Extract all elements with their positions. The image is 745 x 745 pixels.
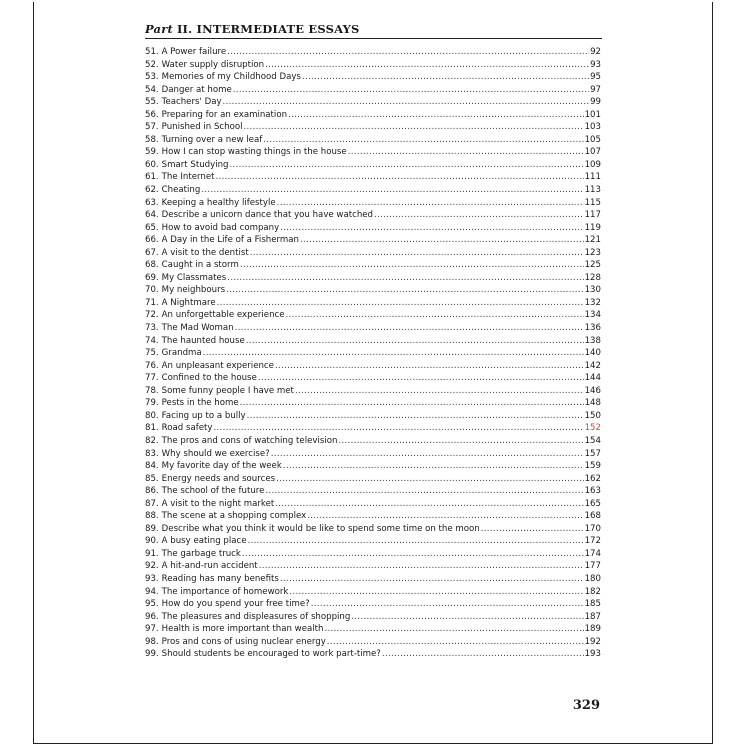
toc-dot-leader bbox=[240, 259, 584, 272]
toc-entry-number: 70. bbox=[145, 285, 159, 296]
toc-dot-leader bbox=[280, 573, 584, 586]
toc-entry-title: A busy eating place bbox=[161, 536, 247, 547]
toc-entry-page: 109 bbox=[584, 159, 601, 170]
toc-entry[interactable] bbox=[145, 636, 601, 649]
toc-entry[interactable] bbox=[145, 222, 601, 235]
toc-entry-page: 189 bbox=[584, 624, 601, 635]
toc-entry[interactable] bbox=[145, 435, 601, 448]
toc-entry-title: Reading has many benefits bbox=[161, 573, 279, 584]
toc-entry-number: 63. bbox=[145, 197, 159, 208]
toc-entry-page: 95 bbox=[590, 72, 601, 83]
toc-dot-leader bbox=[280, 222, 583, 235]
toc-entry-title: Pests in the home bbox=[161, 398, 239, 409]
toc-entry[interactable] bbox=[145, 623, 601, 636]
toc-entry-number: 64. bbox=[145, 210, 159, 221]
toc-entry-page: 185 bbox=[584, 599, 601, 610]
toc-entry[interactable] bbox=[145, 498, 601, 511]
toc-dot-leader bbox=[258, 372, 584, 385]
toc-entry-page: 150 bbox=[584, 410, 601, 421]
toc-dot-leader bbox=[265, 59, 589, 72]
toc-dot-leader bbox=[240, 397, 584, 410]
toc-entry-title: Keeping a healthy lifestyle bbox=[161, 197, 276, 208]
toc-dot-leader bbox=[246, 335, 584, 348]
toc-entry-number: 88. bbox=[145, 511, 159, 522]
toc-entry-number: 85. bbox=[145, 473, 159, 484]
toc-entry-number: 57. bbox=[145, 122, 159, 133]
toc-entry-title: A visit to the night market bbox=[161, 498, 275, 509]
toc-entry[interactable] bbox=[145, 259, 601, 272]
running-header bbox=[145, 20, 602, 39]
toc-entry[interactable] bbox=[145, 397, 601, 410]
toc-entry-title: Road safety bbox=[161, 423, 213, 434]
toc-entry-number: 84. bbox=[145, 461, 159, 472]
toc-entry-number: 83. bbox=[145, 448, 159, 459]
toc-entry-number: 52. bbox=[145, 59, 159, 70]
toc-entry-page: 148 bbox=[584, 398, 601, 409]
toc-entry[interactable] bbox=[145, 322, 601, 335]
toc-entry[interactable] bbox=[145, 586, 601, 599]
toc-entry-title: The haunted house bbox=[161, 335, 245, 346]
toc-entry-number: 59. bbox=[145, 147, 159, 158]
toc-entry-number: 86. bbox=[145, 486, 159, 497]
toc-dot-leader bbox=[295, 385, 584, 398]
toc-entry-number: 58. bbox=[145, 134, 159, 145]
toc-entry-title: Why should we exercise? bbox=[161, 448, 270, 459]
toc-entry[interactable] bbox=[145, 247, 601, 260]
toc-entry-number: 77. bbox=[145, 373, 159, 384]
toc-entry-number: 87. bbox=[145, 498, 159, 509]
toc-entry-page: 93 bbox=[590, 59, 601, 70]
toc-dot-leader bbox=[275, 498, 583, 511]
toc-dot-leader bbox=[230, 159, 584, 172]
toc-entry[interactable] bbox=[145, 46, 601, 59]
toc-entry-title: An unpleasant experience bbox=[161, 360, 274, 371]
toc-entry-page: 177 bbox=[584, 561, 601, 572]
toc-entry-title: How I can stop wasting things in the house bbox=[161, 147, 347, 158]
toc-entry-number: 73. bbox=[145, 323, 159, 334]
toc-entry[interactable] bbox=[145, 611, 601, 624]
toc-entry-page: 193 bbox=[584, 649, 601, 660]
toc-entry[interactable] bbox=[145, 410, 601, 423]
toc-entry[interactable] bbox=[145, 347, 601, 360]
toc-entry[interactable] bbox=[145, 648, 601, 661]
toc-entry-number: 93. bbox=[145, 573, 159, 584]
toc-dot-leader bbox=[311, 598, 584, 611]
toc-dot-leader bbox=[286, 309, 584, 322]
toc-entry-page: 192 bbox=[584, 636, 601, 647]
toc-entry-page: 168 bbox=[584, 511, 601, 522]
toc-entry[interactable] bbox=[145, 184, 601, 197]
toc-entry-number: 62. bbox=[145, 185, 159, 196]
toc-entry-title: How do you spend your free time? bbox=[161, 599, 310, 610]
toc-entry-number: 99. bbox=[145, 649, 159, 660]
toc-entry-number: 60. bbox=[145, 159, 159, 170]
toc-entry-title: Some funny people I have met bbox=[161, 385, 294, 396]
toc-entry-page: 107 bbox=[584, 147, 601, 158]
toc-entry[interactable] bbox=[145, 573, 601, 586]
toc-entry-title: Danger at home bbox=[161, 84, 232, 95]
toc-entry[interactable] bbox=[145, 146, 601, 159]
toc-dot-leader bbox=[271, 448, 584, 461]
toc-entry[interactable] bbox=[145, 372, 601, 385]
toc-entry-page: 182 bbox=[584, 586, 601, 597]
toc-entry-title: The importance of homework bbox=[161, 586, 289, 597]
toc-entry-page: 154 bbox=[584, 435, 601, 446]
toc-entry-page: 138 bbox=[584, 335, 601, 346]
toc-dot-leader bbox=[283, 460, 584, 473]
toc-entry[interactable] bbox=[145, 335, 601, 348]
toc-entry-number: 68. bbox=[145, 260, 159, 271]
toc-entry-page: 111 bbox=[584, 172, 601, 183]
toc-entry[interactable] bbox=[145, 234, 601, 247]
toc-entry-number: 78. bbox=[145, 385, 159, 396]
toc-entry[interactable] bbox=[145, 109, 601, 122]
toc-entry[interactable] bbox=[145, 159, 601, 172]
toc-dot-leader bbox=[250, 247, 584, 260]
toc-entry[interactable] bbox=[145, 523, 601, 536]
toc-entry[interactable] bbox=[145, 309, 601, 322]
toc-entry-page: 187 bbox=[584, 611, 601, 622]
toc-entry-page: 130 bbox=[584, 285, 601, 296]
toc-entry-number: 56. bbox=[145, 109, 159, 120]
toc-dot-leader bbox=[233, 84, 589, 97]
toc-entry-page: 144 bbox=[584, 373, 601, 384]
toc-entry-page: 132 bbox=[584, 297, 601, 308]
toc-entry-page: 101 bbox=[584, 109, 601, 120]
toc-entry[interactable] bbox=[145, 297, 601, 310]
toc-entry-page: 180 bbox=[584, 573, 601, 584]
toc-entry-number: 91. bbox=[145, 548, 159, 559]
toc-entry-title: Pros and cons of using nuclear energy bbox=[161, 636, 326, 647]
toc-entry-page: 103 bbox=[584, 122, 601, 133]
toc-entry-title: The Mad Woman bbox=[161, 323, 234, 334]
toc-entry-title: Energy needs and sources bbox=[161, 473, 276, 484]
toc-entry-title: Confined to the house bbox=[161, 373, 257, 384]
toc-dot-leader bbox=[338, 435, 583, 448]
toc-entry-page: 172 bbox=[584, 536, 601, 547]
toc-entry-page: 121 bbox=[584, 235, 601, 246]
toc-entry[interactable] bbox=[145, 197, 601, 210]
toc-dot-leader bbox=[259, 560, 584, 573]
toc-entry-number: 55. bbox=[145, 97, 159, 108]
toc-dot-leader bbox=[374, 209, 584, 222]
toc-entry-number: 95. bbox=[145, 599, 159, 610]
toc-entry-number: 72. bbox=[145, 310, 159, 321]
toc-entry-number: 71. bbox=[145, 297, 159, 308]
toc-entry-page: 117 bbox=[584, 210, 601, 221]
toc-dot-leader bbox=[307, 510, 583, 523]
toc-entry-title: The pleasures and displeasures of shopping bbox=[161, 611, 351, 622]
toc-dot-leader bbox=[247, 410, 584, 423]
toc-entry-title: Describe what you think it would be like to spend some time on the moon bbox=[161, 523, 480, 534]
toc-entry-page: 159 bbox=[584, 461, 601, 472]
toc-dot-leader bbox=[227, 46, 589, 59]
toc-entry-number: 66. bbox=[145, 235, 159, 246]
toc-entry-title: A Nightmare bbox=[161, 297, 216, 308]
toc-entry[interactable] bbox=[145, 284, 601, 297]
toc-entry[interactable] bbox=[145, 71, 601, 84]
toc-dot-leader bbox=[248, 535, 584, 548]
toc-entry-page: 115 bbox=[584, 197, 601, 208]
toc-entry-number: 74. bbox=[145, 335, 159, 346]
toc-entry[interactable] bbox=[145, 448, 601, 461]
toc-dot-leader bbox=[288, 109, 584, 122]
toc-entry-title: The school of the future bbox=[161, 486, 265, 497]
toc-entry[interactable] bbox=[145, 598, 601, 611]
toc-entry-title: My neighbours bbox=[161, 285, 226, 296]
toc-dot-leader bbox=[289, 586, 583, 599]
toc-entry-title: Punished in School bbox=[161, 122, 243, 133]
toc-entry-page: 105 bbox=[584, 134, 601, 145]
toc-entry-number: 54. bbox=[145, 84, 159, 95]
toc-entry-title: Turning over a new leaf bbox=[161, 134, 263, 145]
toc-dot-leader bbox=[348, 146, 584, 159]
toc-entry-number: 67. bbox=[145, 247, 159, 258]
toc-entry-title: A visit to the dentist bbox=[161, 247, 249, 258]
toc-entry-page: 123 bbox=[584, 247, 601, 258]
toc-dot-leader bbox=[201, 184, 583, 197]
toc-entry[interactable] bbox=[145, 209, 601, 222]
toc-entry-title: The garbage truck bbox=[161, 548, 241, 559]
toc-entry-title: Grandma bbox=[161, 348, 202, 359]
toc-entry-number: 65. bbox=[145, 222, 159, 233]
toc-dot-leader bbox=[327, 636, 584, 649]
toc-entry-number: 61. bbox=[145, 172, 159, 183]
toc-entry-number: 53. bbox=[145, 72, 159, 83]
header-title: II. INTERMEDIATE ESSAYS bbox=[176, 22, 360, 36]
toc-entry-page: 134 bbox=[584, 310, 601, 321]
toc-entry[interactable] bbox=[145, 171, 601, 184]
toc-dot-leader bbox=[275, 360, 584, 373]
toc-dot-leader bbox=[217, 297, 584, 310]
toc-entry-page: 162 bbox=[584, 473, 601, 484]
toc-entry[interactable] bbox=[145, 560, 601, 573]
toc-entry-title: Teachers' Day bbox=[161, 97, 222, 108]
toc-entry[interactable] bbox=[145, 96, 601, 109]
toc-entry-number: 76. bbox=[145, 360, 159, 371]
toc-entry-number: 79. bbox=[145, 398, 159, 409]
toc-entry-number: 51. bbox=[145, 47, 159, 57]
toc-entry-title: The pros and cons of watching television bbox=[161, 435, 338, 446]
toc-entry-number: 96. bbox=[145, 611, 159, 622]
toc-entry-title: My Classmates bbox=[161, 272, 227, 283]
toc-dot-leader bbox=[227, 272, 583, 285]
toc-dot-leader bbox=[223, 96, 590, 109]
toc-entry-page: 125 bbox=[584, 260, 601, 271]
toc-entry[interactable] bbox=[145, 460, 601, 473]
table-of-contents bbox=[145, 46, 601, 661]
toc-entry-page: 140 bbox=[584, 348, 601, 359]
toc-entry-title: Describe a unicorn dance that you have watched bbox=[161, 210, 374, 221]
toc-entry-title: A Power failure bbox=[161, 47, 227, 57]
toc-dot-leader bbox=[263, 134, 583, 147]
toc-entry-title: Caught in a storm bbox=[161, 260, 239, 271]
toc-dot-leader bbox=[302, 71, 589, 84]
toc-entry-title: A Day in the Life of a Fisherman bbox=[161, 235, 299, 246]
toc-dot-leader bbox=[382, 648, 584, 661]
toc-entry-title: Cheating bbox=[161, 185, 201, 196]
toc-entry-number: 92. bbox=[145, 561, 159, 572]
toc-dot-leader bbox=[213, 422, 583, 435]
toc-entry-number: 89. bbox=[145, 523, 159, 534]
header-part-word: Part bbox=[145, 22, 173, 36]
toc-entry-title: An unforgettable experience bbox=[161, 310, 285, 321]
toc-entry-number: 80. bbox=[145, 410, 159, 421]
toc-entry-page: 142 bbox=[584, 360, 601, 371]
toc-entry-title: The scene at a shopping complex bbox=[161, 511, 307, 522]
toc-dot-leader bbox=[300, 234, 584, 247]
toc-entry-number: 81. bbox=[145, 423, 159, 434]
toc-entry[interactable] bbox=[145, 473, 601, 486]
toc-dot-leader bbox=[276, 473, 584, 486]
toc-entry-page: 136 bbox=[584, 323, 601, 334]
toc-entry-number: 75. bbox=[145, 348, 159, 359]
toc-entry-page: 97 bbox=[590, 84, 601, 95]
toc-entry-page: 165 bbox=[584, 498, 601, 509]
toc-dot-leader bbox=[203, 347, 584, 360]
toc-entry-title: Facing up to a bully bbox=[161, 410, 246, 421]
toc-entry-page: 146 bbox=[584, 385, 601, 396]
toc-dot-leader bbox=[216, 171, 584, 184]
toc-entry-page: 113 bbox=[584, 185, 601, 196]
toc-entry-page: 119 bbox=[584, 222, 601, 233]
toc-entry-title: Preparing for an examination bbox=[161, 109, 288, 120]
toc-entry[interactable] bbox=[145, 385, 601, 398]
toc-dot-leader bbox=[324, 623, 583, 636]
toc-entry[interactable] bbox=[145, 510, 601, 523]
toc-dot-leader bbox=[481, 523, 584, 536]
toc-dot-leader bbox=[242, 548, 584, 561]
toc-entry-title: How to avoid bad company bbox=[161, 222, 280, 233]
toc-entry-page: 163 bbox=[584, 486, 601, 497]
toc-dot-leader bbox=[351, 611, 583, 624]
toc-entry[interactable] bbox=[145, 84, 601, 97]
toc-entry-page: 128 bbox=[584, 272, 601, 283]
toc-entry[interactable] bbox=[145, 272, 601, 285]
toc-entry-title: Should students be encouraged to work part-time? bbox=[161, 649, 381, 660]
toc-dot-leader bbox=[243, 121, 583, 134]
toc-entry-title: Health is more important than wealth bbox=[161, 624, 324, 635]
toc-entry-title: Memories of my Childhood Days bbox=[161, 72, 301, 83]
page-number: 329 bbox=[572, 698, 600, 713]
toc-entry-page: 92 bbox=[590, 47, 601, 57]
toc-dot-leader bbox=[265, 485, 583, 498]
toc-entry-number: 94. bbox=[145, 586, 159, 597]
toc-entry-page: 99 bbox=[590, 97, 601, 108]
toc-entry-page: 174 bbox=[584, 548, 601, 559]
toc-entry[interactable] bbox=[145, 548, 601, 561]
toc-entry[interactable] bbox=[145, 134, 601, 147]
toc-entry[interactable] bbox=[145, 422, 601, 435]
toc-entry[interactable] bbox=[145, 485, 601, 498]
toc-entry-title: The Internet bbox=[161, 172, 215, 183]
toc-entry-number: 97. bbox=[145, 624, 159, 635]
toc-entry-number: 82. bbox=[145, 435, 159, 446]
toc-dot-leader bbox=[235, 322, 584, 335]
toc-dot-leader bbox=[226, 284, 583, 297]
toc-entry-number: 69. bbox=[145, 272, 159, 283]
toc-entry-number: 90. bbox=[145, 536, 159, 547]
toc-entry-title: Smart Studying bbox=[161, 159, 229, 170]
toc-entry-title: A hit-and-run accident bbox=[161, 561, 258, 572]
toc-entry[interactable] bbox=[145, 360, 601, 373]
toc-entry-page: 152 bbox=[584, 423, 601, 434]
toc-entry-title: Water supply disruption bbox=[161, 59, 265, 70]
toc-entry-page: 170 bbox=[584, 523, 601, 534]
toc-entry[interactable] bbox=[145, 535, 601, 548]
toc-entry-number: 98. bbox=[145, 636, 159, 647]
toc-entry[interactable] bbox=[145, 59, 601, 72]
toc-entry-page: 157 bbox=[584, 448, 601, 459]
toc-entry[interactable] bbox=[145, 121, 601, 134]
toc-entry-title: My favorite day of the week bbox=[161, 461, 282, 472]
toc-dot-leader bbox=[277, 197, 584, 210]
